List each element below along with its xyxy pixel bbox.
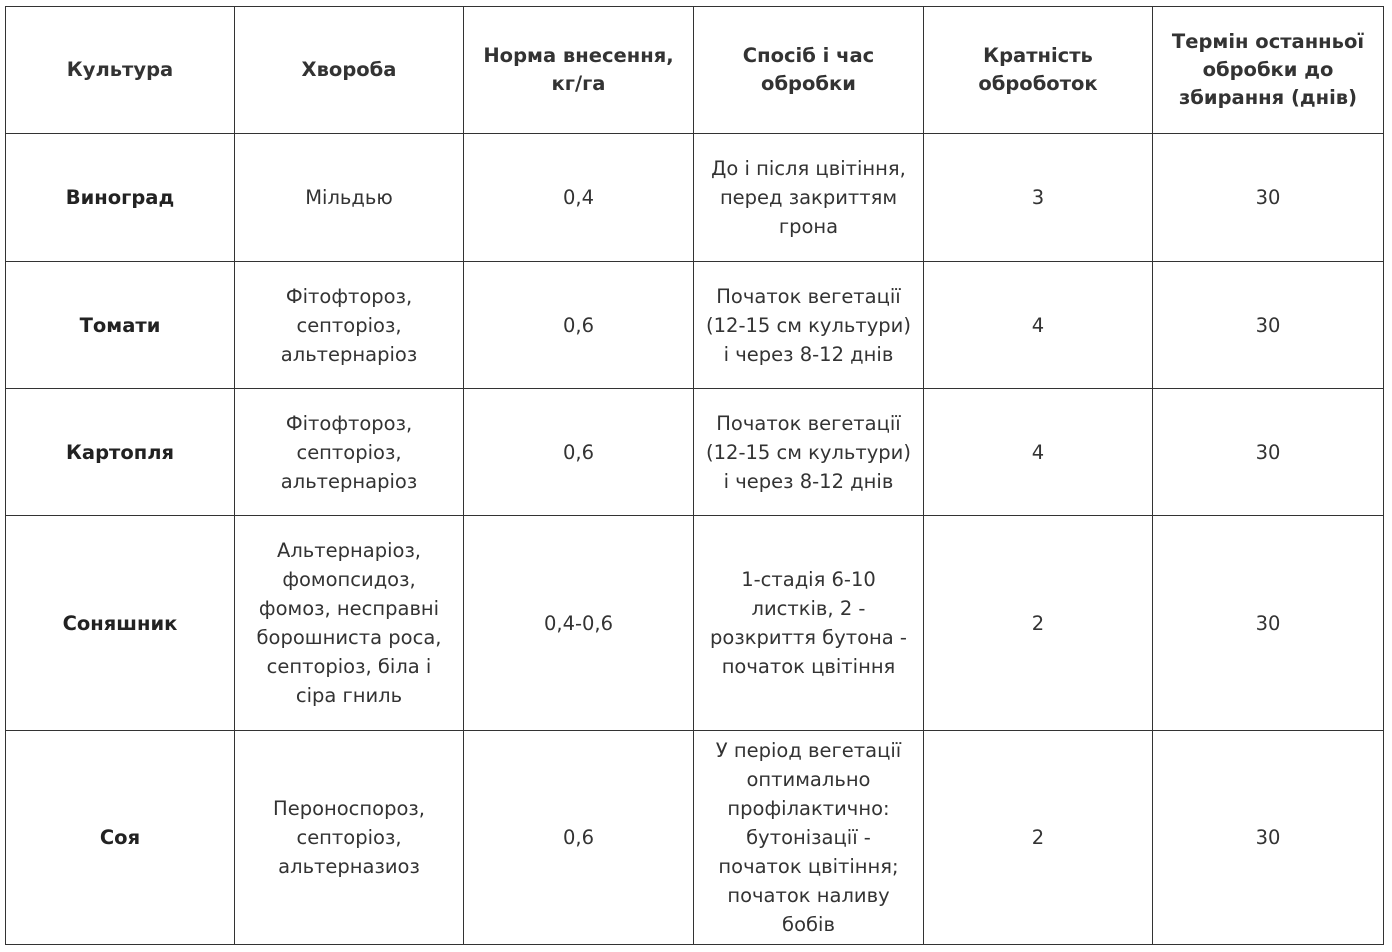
cell-method: Початок вегетації (12-15 см культури) і через 8-12 днів [694, 262, 924, 389]
cell-method: 1-стадія 6-10 листків, 2 - розкриття бутона - початок цвітіння [694, 516, 924, 731]
cell-rate: 0,4 [464, 134, 694, 262]
cell-disease: Альтернаріоз, фомопсидоз, фомоз, несправні борошниста роса, септоріоз, біла і сіра гниль [235, 516, 464, 731]
treatment-table-container [5, 6, 1384, 945]
cell-crop: Виноград [6, 134, 235, 262]
header-rate: Норма внесення, кг/га [464, 7, 694, 134]
header-disease: Хвороба [235, 7, 464, 134]
cell-method: До і після цвітіння, перед закриттям грона [694, 134, 924, 262]
cell-crop: Соняшник [6, 516, 235, 731]
cell-term: 30 [1153, 134, 1384, 262]
cell-crop: Томати [6, 262, 235, 389]
cell-term: 30 [1153, 516, 1384, 731]
cell-term: 30 [1153, 389, 1384, 516]
table-row [6, 134, 1384, 262]
table-header-row [6, 7, 1384, 134]
header-method: Спосіб і час обробки [694, 7, 924, 134]
header-term: Термін останньої обробки до збирання (днів) [1153, 7, 1384, 134]
cell-term: 30 [1153, 262, 1384, 389]
treatment-table [5, 6, 1384, 945]
cell-disease: Фітофтороз, септоріоз, альтернаріоз [235, 262, 464, 389]
cell-count: 2 [924, 731, 1153, 945]
table-row [6, 516, 1384, 731]
cell-disease: Пероноспороз, септоріоз, альтерназиоз [235, 731, 464, 945]
cell-count: 4 [924, 389, 1153, 516]
cell-disease: Фітофтороз, септоріоз, альтернаріоз [235, 389, 464, 516]
cell-count: 3 [924, 134, 1153, 262]
header-count: Кратність оброботок [924, 7, 1153, 134]
cell-count: 4 [924, 262, 1153, 389]
cell-rate: 0,6 [464, 389, 694, 516]
cell-count: 2 [924, 516, 1153, 731]
cell-method: У період вегетації оптимально профілактично: бутонізації - початок цвітіння; початок наливу бобів [694, 731, 924, 945]
table-row [6, 262, 1384, 389]
cell-rate: 0,6 [464, 262, 694, 389]
cell-crop: Соя [6, 731, 235, 945]
table-row [6, 731, 1384, 945]
cell-term: 30 [1153, 731, 1384, 945]
header-crop: Культура [6, 7, 235, 134]
cell-crop: Картопля [6, 389, 235, 516]
cell-method: Початок вегетації (12-15 см культури) і через 8-12 днів [694, 389, 924, 516]
cell-rate: 0,4-0,6 [464, 516, 694, 731]
cell-disease: Мільдью [235, 134, 464, 262]
cell-rate: 0,6 [464, 731, 694, 945]
table-row [6, 389, 1384, 516]
